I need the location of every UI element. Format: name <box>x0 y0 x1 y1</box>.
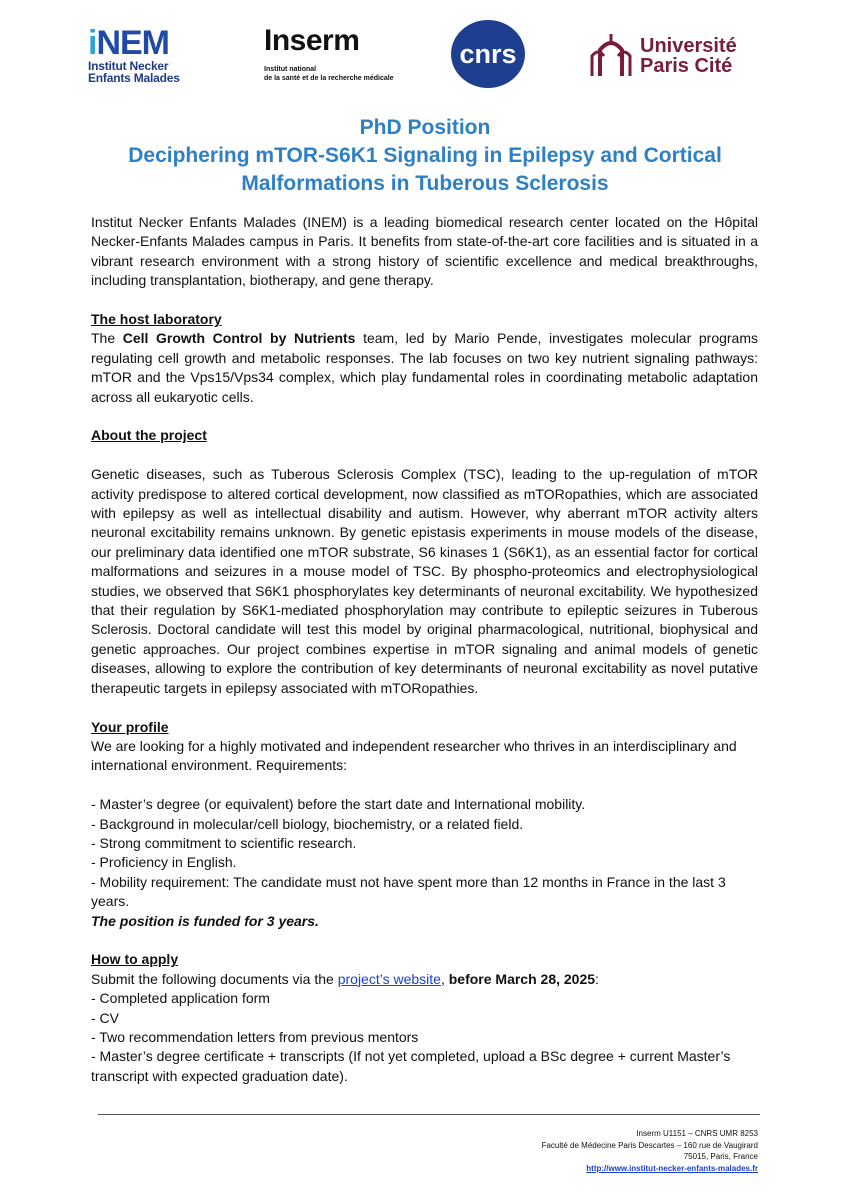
footer-divider <box>98 1114 760 1115</box>
title-line-1: PhD Position <box>359 116 491 139</box>
requirement-item: - Background in molecular/cell biology, biochemistry, or a related field. <box>91 815 524 832</box>
requirement-item: - Mobility requirement: The candidate must not have spent more than 12 months in France in the last 3 years. <box>91 873 726 910</box>
profile-paragraph: We are looking for a highly motivated and independent researcher who thrives in an interdisciplinary and international environment. Requirements: <box>91 737 737 774</box>
apply-instructions <box>91 970 758 989</box>
inserm-logo-tagline <box>264 66 404 83</box>
project-paragraph: Genetic diseases, such as Tuberous Sclerosis Complex (TSC), leading to the up-regulation of mTOR activity predispose to altered cortical development, now classified as mTORopathies, which are associated with epilepsy as well as intellectual disability and autism. However, why aberrant mTOR activity alters neuronal excitability remains unknown. By genetic epistasis experiments in mouse models of the disease, our preliminary data identified one mTOR substrate, S6 kinases 1 (S6K1), as an essential factor for cortical malformations and seizures in a mouse model of TSC. By phospho-proteomics and electrophysiological studies, we observed that S6K1 phosphorylates key determinants of neuronal excitability. We hypothesized that their regulation by S6K1-mediated phosphorylation may contribute to epileptic seizures in Tuberous Sclerosis. Doctoral candidate will test this model by original pharmacological, nutritional, biophysical and genetic approaches. Our project combines expertise in mTOR signaling and animal models of genetic diseases, allowing to explore the contribution of key determinants of neuronal excitability as novel putative therapeutic targets in epilepsy associated with mTORopathies. <box>91 466 758 696</box>
apply-instructions-pre: Submit the following documents via the <box>91 970 338 987</box>
inem-logo <box>88 26 198 88</box>
document-item: - Master’s degree certificate + transcripts (If not yet completed, upload a BSc degree + current Master’s transcript with expected graduation date). <box>91 1048 731 1084</box>
requirement-item: - Master’s degree (or equivalent) before the start date and International mobility. <box>91 796 586 813</box>
apply-instructions-mid: , <box>440 970 449 987</box>
inem-logo-wordmark: iNEM <box>88 24 170 62</box>
host-paragraph <box>91 329 758 407</box>
page-title <box>80 114 770 198</box>
host-heading: The host laboratory <box>91 311 222 328</box>
application-deadline: before March 28, 2025 <box>448 970 596 987</box>
inem-logo-line2: Enfants Malades <box>88 71 180 85</box>
universite-wordmark-line2: Paris Cité <box>640 55 733 77</box>
universite-wordmark-line1: Université <box>640 35 737 57</box>
title-line-3: Malformations in Tuberous Sclerosis <box>241 172 609 195</box>
footer-address <box>542 1128 758 1174</box>
funding-note: The position is funded for 3 years. <box>91 912 319 929</box>
footer-line-1: Inserm U1151 – CNRS UMR 8253 <box>636 1129 758 1138</box>
inserm-logo-wordmark: Inserm <box>264 24 360 57</box>
document-item: - CV <box>91 1009 119 1026</box>
header-logos <box>0 0 849 95</box>
cnrs-logo <box>447 18 529 90</box>
document-item: - Completed application form <box>91 990 270 1007</box>
inem-logo-line1: Institut Necker <box>88 59 169 73</box>
project-heading: About the project <box>91 427 207 444</box>
document-item: - Two recommendation letters from previous mentors <box>91 1028 419 1045</box>
host-paragraph-pre: The <box>91 330 123 347</box>
title-line-2: Deciphering mTOR-S6K1 Signaling in Epilepsy and Cortical <box>128 144 722 167</box>
project-website-link[interactable]: project’s website <box>337 970 441 987</box>
apply-heading: How to apply <box>91 951 179 968</box>
host-paragraph-post: team, led by Mario Pende, investigates molecular programs regulating cell growth and metabolic responses. The lab focuses on two key nutrient signaling pathways: mTOR and the Vps15/Vps34 complex, which play fundamental roles in coordinating metabolic adaptation across all eukaryotic cells. <box>91 330 759 405</box>
profile-heading: Your profile <box>91 718 169 735</box>
requirement-item: - Proficiency in English. <box>91 854 237 871</box>
footer-line-3: 75015, Paris, France <box>683 1152 758 1161</box>
universite-emblem-icon <box>588 32 634 78</box>
footer-website-link[interactable]: http://www.institut-necker-enfants-malades.fr <box>586 1163 758 1173</box>
inserm-logo <box>264 26 404 96</box>
footer-line-2: Faculté de Médecine Paris Descartes – 160 rue de Vaugirard <box>541 1140 758 1150</box>
apply-instructions-post: : <box>595 970 599 987</box>
document-body <box>91 213 758 1086</box>
universite-paris-cite-logo <box>588 32 778 84</box>
inserm-logo-tagline-line1: Institut national <box>264 66 317 73</box>
intro-paragraph: Institut Necker Enfants Malades (INEM) is a leading biomedical research center located on the Hôpital Necker-Enfants Malades campus in Paris. It benefits from state-of-the-art core facilities and is situated in a vibrant research environment with a strong history of scientific excellence and medical breakthroughs, including transplantation, biotherapy, and gene therapy. <box>91 214 758 289</box>
team-name: Cell Growth Control by Nutrients <box>122 330 356 347</box>
inserm-logo-tagline-line2: de la santé et de la recherche médicale <box>264 74 394 82</box>
requirement-item: - Strong commitment to scientific research. <box>91 834 357 851</box>
cnrs-logo-mark <box>447 18 529 90</box>
universite-wordmark <box>640 36 737 76</box>
cnrs-logo-text: cnrs <box>459 39 517 69</box>
